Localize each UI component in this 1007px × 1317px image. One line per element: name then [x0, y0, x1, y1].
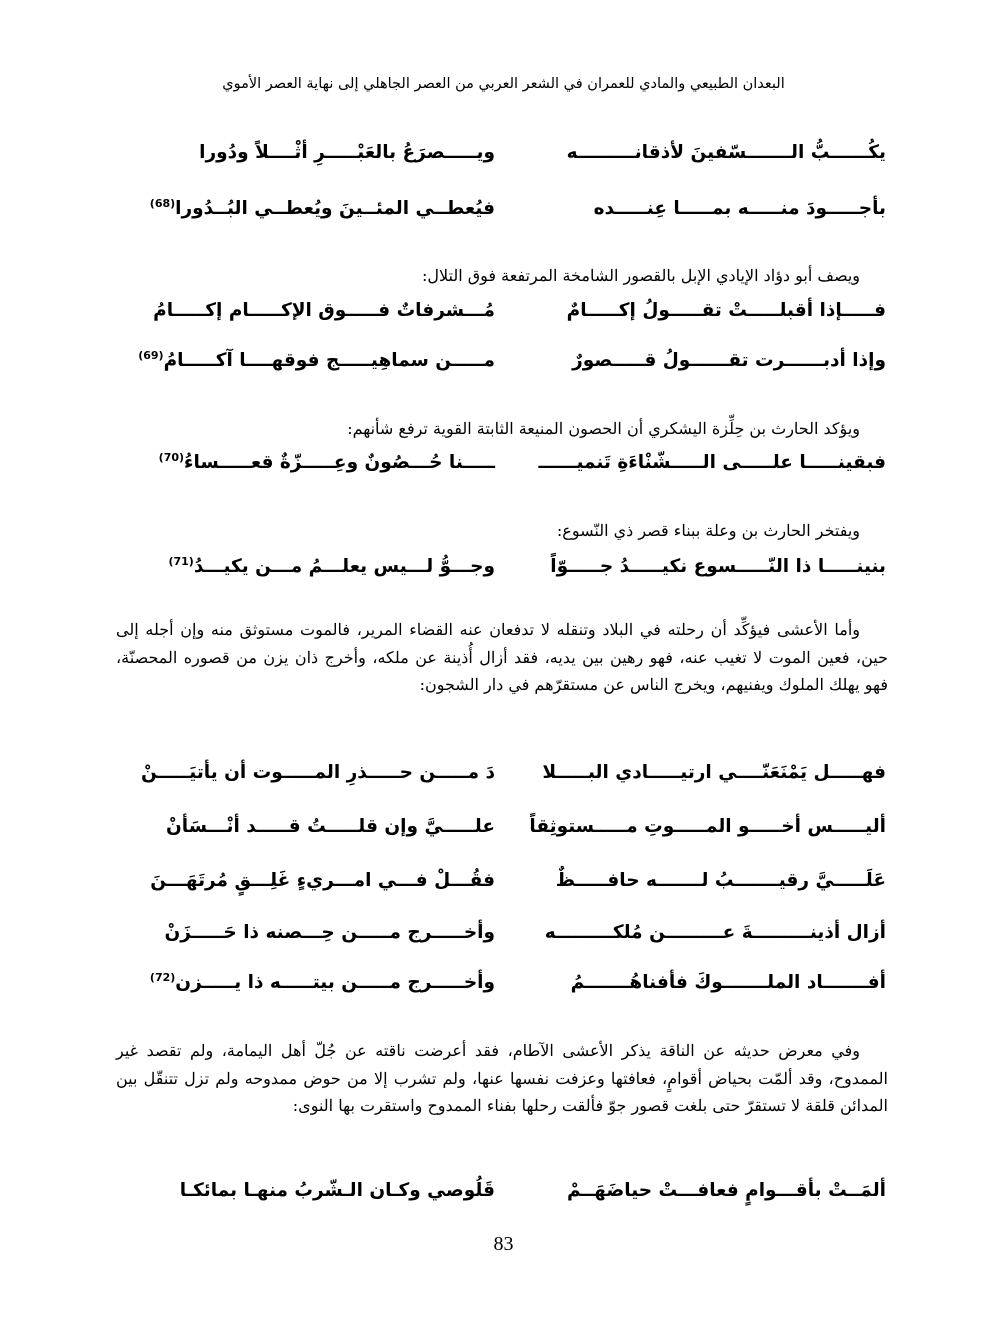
- page-number: 83: [493, 1233, 514, 1255]
- body-paragraph: [116, 616, 888, 699]
- verse-text: ـــــنا حُـــصُونٌ وعِـــــزّةٌ قعـــــساءُ: [184, 452, 495, 473]
- verse-first-hemistich: عَلَـــــيَّ رقيـــــــبُ لـــــــه حافـــــظٌ: [555, 870, 886, 891]
- verse-second-hemistich: ويـــــصرَعُ بالعَبْـــــرِ أثْــــلاً ودُورا: [199, 142, 495, 163]
- verse-second-hemistich: دَ مـــــن حـــــذرِ المـــــوت أن يأتيَـــــنْ: [141, 762, 495, 783]
- footnote-ref: (72): [149, 970, 176, 984]
- verse-first-hemistich: بأجـــــودَ منـــــه بمـــــا عِنـــــده: [593, 198, 886, 219]
- intro-paragraph: [116, 517, 888, 545]
- paragraph-text: ويصف أبو دؤاد الإيادي الإبل بالقصور الشامخة المرتفعة فوق التلال:: [421, 266, 860, 285]
- verse-text: مـــــن سماهِيـــــج فوقهــــا آكـــــامُ: [163, 350, 495, 371]
- verse-line: [150, 556, 886, 590]
- verse-line: [150, 870, 886, 904]
- verse-first-hemistich: أليـــــس أخـــــو المـــــوتِ مـــــستوثِقاً: [529, 816, 886, 837]
- verse-second-hemistich: [150, 452, 495, 473]
- verse-first-hemistich: فبقينـــــا علـــــى الـــــشّنْاءَةِ تَنميــــــ: [538, 452, 886, 473]
- verse-first-hemistich: ألمَــتْ بأقـــوامٍ فعافـــتْ حياضَهَــمْ: [567, 1180, 886, 1201]
- verse-line: [150, 972, 886, 1006]
- verse-first-hemistich: أفـــــــاد الملـــــــوكَ فأفناهُـــــــمُ: [570, 972, 886, 993]
- verse-second-hemistich: قَلُوصي وكـان الـشّربُ منهـا بمائكـا: [179, 1180, 495, 1201]
- paragraph-text: وأما الأعشى فيؤكِّد أن رحلته في البلاد وتنقله لا تدفعان عنه القضاء المرير، فالموت مستوثق منه وإن أجله إلى حين، فعين الموت لا تغيب عنه، فهو رهين بين يديه، فقد أزال أُذينة عن ملكه، وأخرج ذان يزن من قصوره المحصنّة، فهو يهلك الملوك ويفنيهم، ويخرج الناس عن مستقرّهم في دار الشجون:: [116, 620, 888, 695]
- verse-first-hemistich: فـــــإذا أقبلـــــتْ تقـــــولُ إكـــــامٌ: [566, 300, 886, 321]
- verse-second-hemistich: [150, 556, 495, 577]
- verse-second-hemistich: وأخـــــرج مـــــن حِـــصنه ذا حَـــــزَنْ: [164, 922, 495, 943]
- verse-second-hemistich: مُـــشرفاتٌ فـــــوق الإكـــــام إكـــــامُ: [153, 300, 495, 321]
- paragraph-text: وفي معرض حديثه عن الناقة يذكر الأعشى الآطام، فقد أعرضت ناقته عن جُلّ أهل اليمامة، ولم تقصد غير الممدوح، وقد ألمّت بحياض أقوامٍ، فعافتها وعزفت نفسها عنها، ولم تشرب إلا من حوض ممدوحه ولم تزل تتنقّل بين المدائن قلقة لا تستقرّ حتى بلغت قصور جوّ فألقت رحلها بفناء الممدوح واستقرت بها النوى:: [116, 1041, 888, 1116]
- verse-line: [150, 1180, 886, 1214]
- verse-text: وأخـــــرج مـــــن بيتـــــه ذا يـــــزن: [175, 972, 495, 993]
- intro-paragraph: [116, 415, 888, 443]
- verse-second-hemistich: [150, 972, 495, 993]
- verse-second-hemistich: علـــــيَّ وإن قلـــــتُ قـــــد أنْـــسَأنْ: [165, 816, 495, 837]
- body-paragraph: [116, 1037, 888, 1120]
- verse-line: [150, 198, 886, 232]
- paragraph-text: ويفتخر الحارث بن وعلة ببناء قصر ذي النّسوع:: [556, 521, 860, 540]
- verse-text: وجـــوُّ لـــيس يعلـــمُ مـــن يكيـــدُ: [193, 556, 495, 577]
- verse-line: [150, 142, 886, 176]
- verse-line: [150, 300, 886, 334]
- footnote-ref: (68): [149, 196, 176, 210]
- verse-line: [150, 816, 886, 850]
- verse-second-hemistich: فقُـــلْ فـــي امـــريءٍ غَلِـــقٍ مُرتَهَـــنَ: [150, 870, 495, 891]
- verse-line: [150, 452, 886, 486]
- verse-first-hemistich: بنينـــــا ذا النّـــــسوع نكيـــــدُ جـــــوّاً: [550, 556, 886, 577]
- verse-line: [150, 922, 886, 956]
- footnote-ref: (70): [158, 450, 185, 464]
- verse-second-hemistich: [150, 198, 495, 219]
- verse-line: [141, 762, 886, 796]
- footnote-ref: (69): [138, 348, 164, 362]
- intro-paragraph: [116, 262, 888, 290]
- footnote-ref: (71): [168, 554, 194, 568]
- verse-first-hemistich: يكُــــــبُّ الـــــــسّفينَ لأذقانـــــــــه: [566, 142, 886, 163]
- verse-text: فيُعطــي المئــينَ ويُعطــي البُــدُورا: [175, 198, 495, 219]
- verse-first-hemistich: فهـــــل يَمْنَعَنّــــي ارتيـــــادي البـــــلا: [542, 762, 886, 783]
- verse-second-hemistich: [138, 348, 495, 371]
- verse-first-hemistich: وإذا أدبــــــرت تقــــــولُ قـــــصورٌ: [572, 350, 886, 371]
- verse-first-hemistich: أزال أذينـــــــــةَ عـــــــــن مُلكـــــــــه: [544, 922, 886, 943]
- paragraph-text: ويؤكد الحارث بن حِلِّزة اليشكري أن الحصون المنيعة الثابتة القوية ترفع شأنهم:: [347, 419, 860, 438]
- verse-line: [138, 348, 886, 384]
- running-header: البعدان الطبيعي والمادي للعمران في الشعر العربي من العصر الجاهلي إلى نهاية العصر الأموي: [222, 76, 785, 92]
